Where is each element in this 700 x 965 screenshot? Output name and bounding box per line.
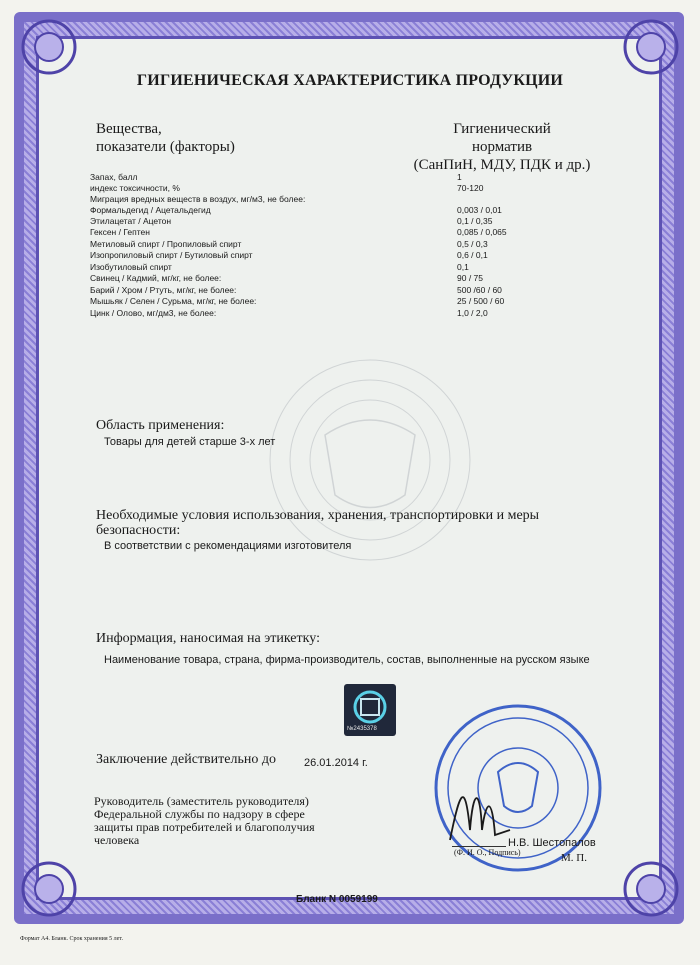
sign-caption: (Ф. И. О., Подпись) bbox=[454, 848, 521, 857]
row-name: индекс токсичности, % bbox=[90, 183, 180, 193]
scope-label: Область применения: bbox=[96, 418, 225, 433]
footer-note: Формат А4. Бланк. Срок хранения 5 лет. bbox=[20, 936, 123, 942]
header-norm-line2: норматив bbox=[471, 139, 533, 155]
corner-ornament-icon bbox=[616, 854, 686, 924]
row-name: Гексен / Гептен bbox=[90, 227, 150, 237]
row-name: Изопропиловый спирт / Бутиловый спирт bbox=[90, 250, 253, 260]
row-value: 25 / 500 / 60 bbox=[457, 296, 505, 306]
row-name: Миграция вредных веществ в воздух, мг/м3, не более: bbox=[90, 194, 306, 204]
conditions-label-line1: Необходимые условия использования, хранения, транспортировки и меры bbox=[96, 508, 540, 523]
blank-number: Бланк N 0059199 bbox=[296, 894, 378, 905]
row-name: Формальдегид / Ацетальдегид bbox=[90, 205, 211, 215]
head-position-line4: человека bbox=[94, 833, 140, 847]
conditions-value: В соответствии с рекомендациями изготовителя bbox=[104, 540, 352, 552]
hologram-number: №2435378 bbox=[347, 726, 377, 732]
row-name: Этилацетат / Ацетон bbox=[90, 216, 172, 226]
row-name: Мышьяк / Селен / Сурьма, мг/кг, не более: bbox=[90, 296, 257, 306]
row-name: Цинк / Олово, мг/дм3, не более: bbox=[90, 308, 217, 318]
header-substances bbox=[96, 120, 235, 156]
mp-label: М. П. bbox=[561, 852, 587, 864]
head-name: Н.В. Шестопалов bbox=[508, 837, 596, 849]
header-substances-line1: Вещества, bbox=[96, 121, 162, 137]
document-title: ГИГИЕНИЧЕСКАЯ ХАРАКТЕРИСТИКА ПРОДУКЦИИ bbox=[136, 72, 564, 89]
head-position-line2: Федеральной службы по надзору в сфере bbox=[94, 807, 305, 821]
header-norm-line1: Гигиенический bbox=[453, 121, 551, 137]
header-substances-line2: показатели (факторы) bbox=[96, 139, 235, 155]
row-value: 0,1 bbox=[457, 262, 469, 272]
row-value: 0,003 / 0,01 bbox=[457, 205, 502, 215]
header-norm bbox=[392, 120, 612, 174]
row-value: 0,1 / 0,35 bbox=[457, 216, 493, 226]
row-name: Свинец / Кадмий, мг/кг, не более: bbox=[90, 273, 222, 283]
row-value: 90 / 75 bbox=[457, 273, 483, 283]
label-info-label: Информация, наносимая на этикетку: bbox=[96, 631, 320, 646]
validity-label: Заключение действительно до bbox=[96, 752, 276, 767]
label-info-value: Наименование товара, страна, фирма-производитель, состав, выполненные на русском языке bbox=[104, 654, 590, 666]
row-name: Метиловый спирт / Пропиловый спирт bbox=[90, 239, 242, 249]
row-name: Изобутиловый спирт bbox=[90, 262, 172, 272]
head-position-line1: Руководитель (заместитель руководителя) bbox=[94, 794, 309, 808]
row-value: 500 /60 / 60 bbox=[457, 285, 502, 295]
conditions-label-line2: безопасности: bbox=[96, 523, 181, 538]
head-position-line3: защиты прав потребителей и благополучия bbox=[94, 820, 315, 834]
row-name: Запах, балл bbox=[90, 172, 138, 182]
row-value: 0,085 / 0,065 bbox=[457, 227, 507, 237]
row-value: 1,0 / 2,0 bbox=[457, 308, 488, 318]
row-value: 0,6 / 0,1 bbox=[457, 250, 488, 260]
validity-date: 26.01.2014 г. bbox=[304, 757, 368, 769]
row-value: 1 bbox=[457, 172, 462, 182]
scope-value: Товары для детей старше 3-х лет bbox=[104, 436, 276, 448]
corner-ornament-icon bbox=[14, 854, 84, 924]
signature-line bbox=[452, 846, 506, 847]
row-value: 0,5 / 0,3 bbox=[457, 239, 488, 249]
row-value: 70-120 bbox=[457, 183, 484, 193]
row-name: Барий / Хром / Ртуть, мг/кг, не более: bbox=[90, 285, 237, 295]
head-position bbox=[94, 795, 315, 847]
header-norm-line3: (СанПиН, МДУ, ПДК и др.) bbox=[413, 157, 591, 173]
